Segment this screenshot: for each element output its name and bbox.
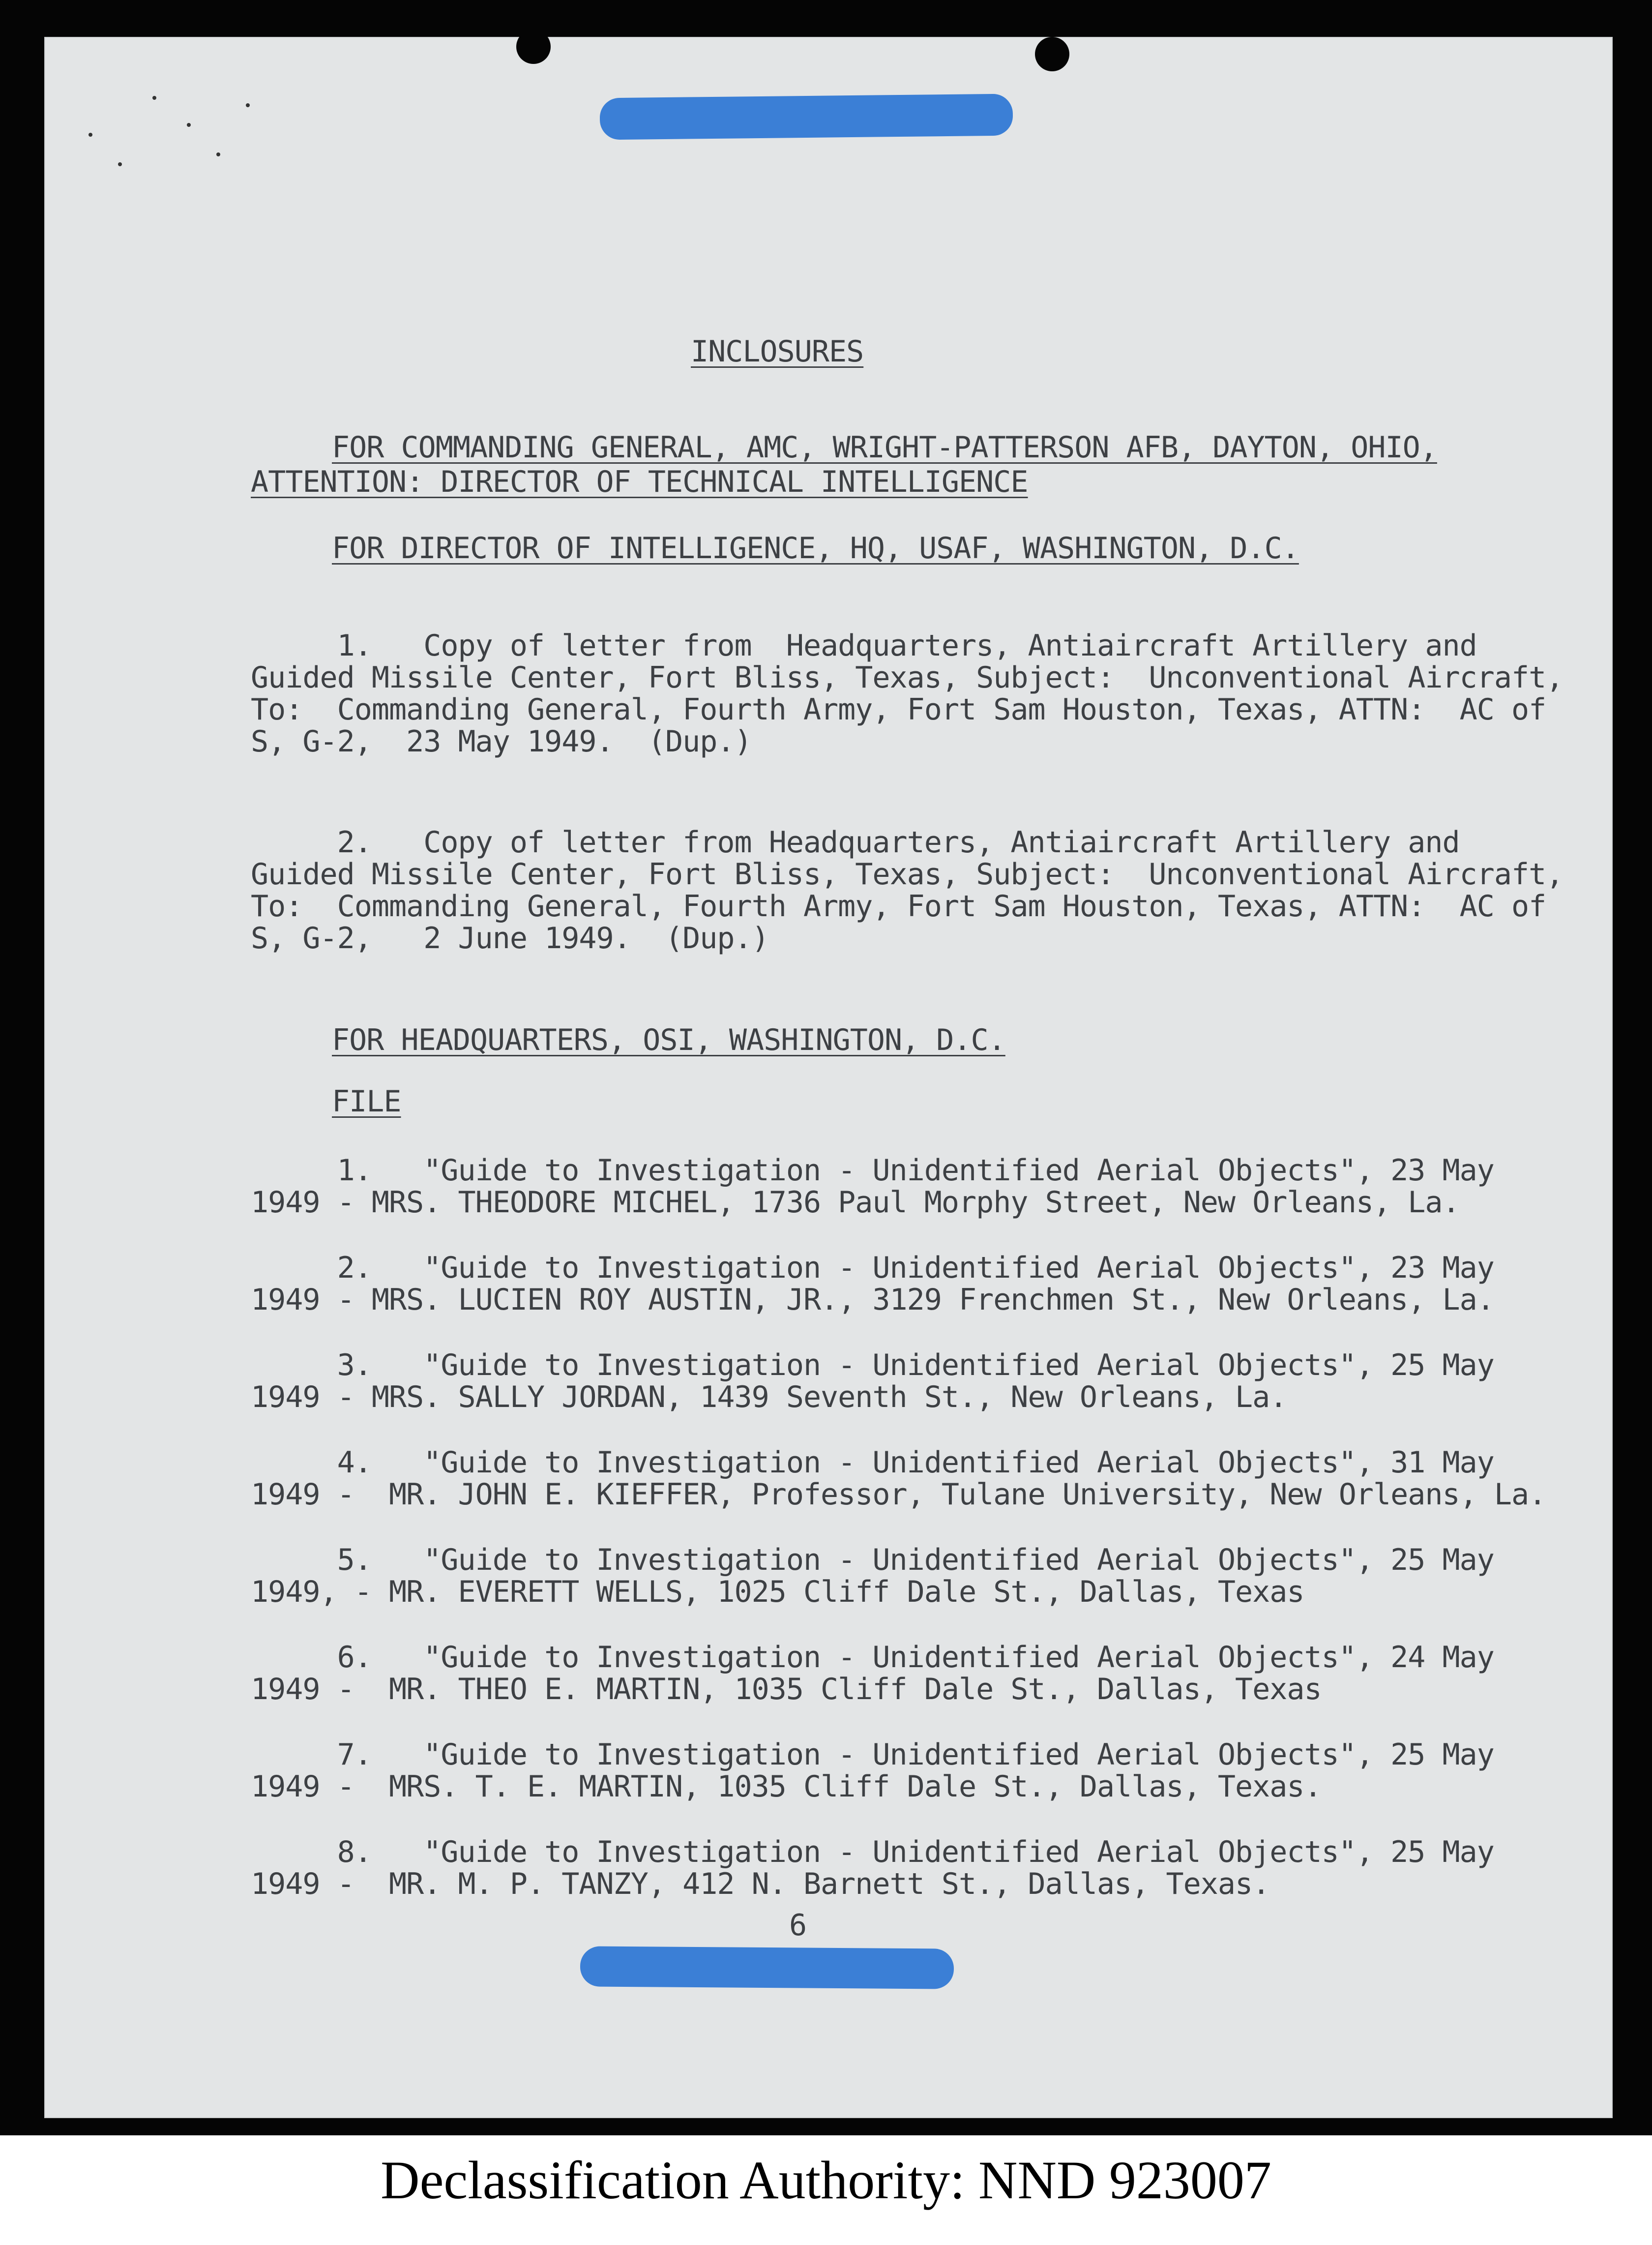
- file-item-line: 6. "Guide to Investigation - Unidentified Aerial Objects", 24 May: [251, 1640, 1494, 1675]
- file-item-line: 7. "Guide to Investigation - Unidentified Aerial Objects", 25 May: [251, 1737, 1494, 1772]
- paragraph-line: S, G-2, 23 May 1949. (Dup.): [251, 724, 752, 759]
- paragraph-line: Guided Missile Center, Fort Bliss, Texas, Subject: Unconventional Aircraft,: [251, 660, 1564, 695]
- file-item-line: 1949 - MRS. T. E. MARTIN, 1035 Cliff Dale St., Dallas, Texas.: [251, 1769, 1322, 1804]
- redaction-mark-bottom: [580, 1946, 954, 1989]
- paragraph-line: To: Commanding General, Fourth Army, Fort Sam Houston, Texas, ATTN: AC of: [251, 692, 1546, 727]
- paragraph-line: Guided Missile Center, Fort Bliss, Texas, Subject: Unconventional Aircraft,: [251, 857, 1564, 892]
- file-item-line: 1949 - MR. THEO E. MARTIN, 1035 Cliff Dale St., Dallas, Texas: [251, 1672, 1322, 1706]
- file-item-line: 2. "Guide to Investigation - Unidentified Aerial Objects", 23 May: [251, 1251, 1494, 1285]
- addressee-line-2: ATTENTION: DIRECTOR OF TECHNICAL INTELLIGENCE: [251, 465, 1028, 499]
- declassification-footer: Declassification Authority: NND 923007: [381, 2150, 1271, 2210]
- file-item-line: 1949 - MRS. LUCIEN ROY AUSTIN, JR., 3129 Frenchmen St., New Orleans, La.: [251, 1283, 1494, 1317]
- addressee-line-1: FOR COMMANDING GENERAL, AMC, WRIGHT-PATTERSON AFB, DAYTON, OHIO,: [332, 430, 1437, 465]
- page-number: 6: [789, 1908, 807, 1943]
- paragraph-line: 2. Copy of letter from Headquarters, Antiaircraft Artillery and: [251, 825, 1460, 860]
- file-item-line: 1. "Guide to Investigation - Unidentified Aerial Objects", 23 May: [251, 1153, 1494, 1188]
- file-item-line: 4. "Guide to Investigation - Unidentified Aerial Objects", 31 May: [251, 1445, 1494, 1480]
- punch-hole-right: [1035, 37, 1069, 71]
- paragraph-line: 1. Copy of letter from Headquarters, Antiaircraft Artillery and: [251, 629, 1477, 663]
- addressee-line-3: FOR DIRECTOR OF INTELLIGENCE, HQ, USAF, WASHINGTON, D.C.: [332, 531, 1299, 566]
- file-item-line: 1949 - MR. JOHN E. KIEFFER, Professor, Tulane University, New Orleans, La.: [251, 1477, 1546, 1512]
- punch-hole-left: [516, 30, 551, 64]
- file-item-line: 1949 - MR. M. P. TANZY, 412 N. Barnett St., Dallas, Texas.: [251, 1867, 1270, 1901]
- paragraph-line: S, G-2, 2 June 1949. (Dup.): [251, 921, 769, 956]
- file-item-line: 8. "Guide to Investigation - Unidentified Aerial Objects", 25 May: [251, 1835, 1494, 1869]
- osi-heading: FOR HEADQUARTERS, OSI, WASHINGTON, D.C.: [332, 1023, 1005, 1057]
- file-item-line: 1949 - MRS. THEODORE MICHEL, 1736 Paul Morphy Street, New Orleans, La.: [251, 1185, 1460, 1220]
- redaction-mark-top: [600, 94, 1013, 140]
- file-label: FILE: [332, 1084, 401, 1119]
- file-item-line: 3. "Guide to Investigation - Unidentified Aerial Objects", 25 May: [251, 1348, 1494, 1382]
- file-item-line: 1949 - MRS. SALLY JORDAN, 1439 Seventh St., New Orleans, La.: [251, 1380, 1287, 1414]
- file-item-line: 5. "Guide to Investigation - Unidentified Aerial Objects", 25 May: [251, 1543, 1494, 1577]
- paragraph-line: To: Commanding General, Fourth Army, Fort Sam Houston, Texas, ATTN: AC of: [251, 889, 1546, 924]
- page-title: INCLOSURES: [691, 334, 864, 369]
- file-item-line: 1949, - MR. EVERETT WELLS, 1025 Cliff Dale St., Dallas, Texas: [251, 1575, 1304, 1609]
